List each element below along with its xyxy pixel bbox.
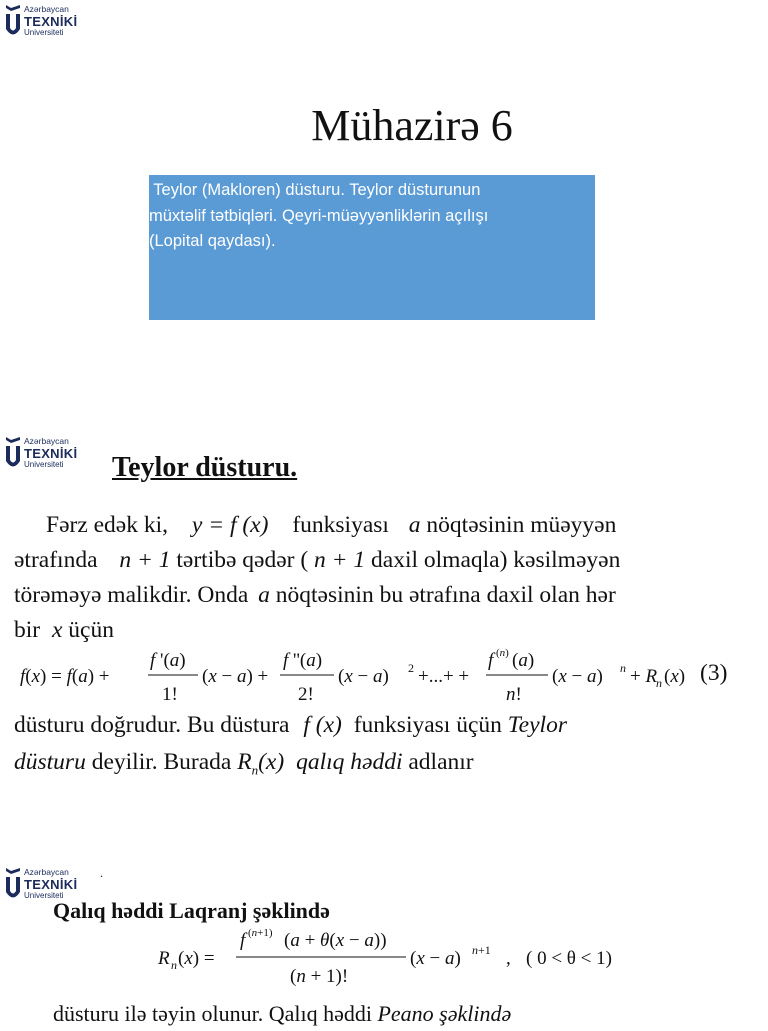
svg-text:f ''(a): f ''(a)	[283, 650, 323, 671]
svg-text:f: f	[488, 650, 494, 671]
slide-3	[0, 860, 768, 1024]
svg-text:(x − a): (x − a)	[552, 666, 603, 687]
section-heading: Qalıq həddi Laqranj şəklində	[53, 898, 330, 923]
paragraph-line-2	[14, 543, 736, 578]
u-logo-icon	[5, 5, 21, 39]
svg-text:n+1: n+1	[472, 943, 491, 957]
svg-text:(x − a): (x − a)	[338, 666, 389, 687]
text: üçün	[68, 617, 114, 643]
paragraph-line	[53, 996, 753, 1031]
math-x: x	[51, 617, 63, 643]
math-y-eq-fx: y = f (x)	[191, 512, 269, 538]
svg-text:R: R	[158, 948, 170, 969]
text-italic: qalıq həddi	[296, 749, 403, 775]
lagrange-formula	[0, 924, 768, 994]
text: daxil olmaqla) kəsilməyən	[371, 547, 621, 573]
svg-text:f '(a): f '(a)	[150, 650, 186, 671]
lecture-title: Mühazirə 6	[311, 101, 513, 150]
formula-number: (3)	[700, 660, 728, 686]
svg-text:(n + 1)!: (n + 1)!	[290, 966, 349, 987]
text-italic: Teylor	[507, 712, 567, 738]
text: funksiyası üçün	[353, 712, 502, 738]
slide-2	[0, 430, 768, 830]
svg-text:n!: n!	[506, 684, 522, 705]
svg-text:(x − a): (x − a)	[410, 948, 461, 969]
text: Fərz edək ki,	[46, 512, 169, 538]
svg-text:(x): (x)	[664, 666, 686, 687]
svg-text:2: 2	[408, 661, 414, 675]
university-logo	[5, 437, 77, 471]
math-a: a	[408, 512, 421, 538]
u-logo-icon	[5, 868, 21, 902]
section-heading: Teylor düsturu.	[112, 452, 298, 483]
text: nöqtəsinin müəyyən	[426, 512, 617, 538]
math-R: R	[237, 749, 252, 775]
logo-line-2: TEXNİKİ	[24, 445, 78, 461]
topic-box	[149, 175, 595, 320]
logo-line-3: Universiteti	[24, 890, 64, 900]
text-italic: Peano şəklində	[377, 1001, 512, 1026]
svg-text:,: ,	[506, 948, 511, 969]
topic-line-3: (Lopital qaydası).	[149, 232, 276, 250]
svg-text:n: n	[620, 661, 626, 675]
paragraph-line-4	[14, 613, 114, 648]
topic-line-1: Teylor (Makloren) düsturu. Teylor düsturunun	[149, 181, 481, 199]
math-n-plus-1: n + 1	[119, 547, 171, 573]
text: düsturu doğrudur. Bu düstura	[14, 712, 290, 738]
university-logo	[5, 5, 77, 39]
text: funksiyası	[292, 512, 389, 538]
topic-line-2: müxtəlif tətbiqləri. Qeyri-müəyyənliklərin açılışı	[149, 206, 489, 225]
text: törəməyə malikdir. Onda	[14, 582, 249, 608]
text: ətrafında	[14, 547, 98, 573]
math-a: a	[258, 582, 270, 608]
svg-text:f(x) = f(a) +: f(x) = f(a) +	[20, 666, 110, 687]
logo-line-3: Universiteti	[24, 459, 64, 469]
paragraph-line-5	[14, 708, 754, 743]
lecture-title-wrap	[0, 100, 768, 151]
logo-line-3: Universiteti	[24, 27, 64, 37]
slide-1	[0, 0, 768, 400]
text: bir	[14, 617, 41, 643]
text-italic: düsturu	[14, 749, 86, 775]
svg-text:(n): (n)	[496, 647, 509, 659]
svg-text:2!: 2!	[298, 684, 314, 705]
math-n-plus-1: n + 1	[314, 547, 366, 573]
text: tərtibə qədər (	[176, 547, 309, 573]
logo-line-1: Azərbaycan	[24, 436, 69, 446]
svg-text:n: n	[656, 676, 662, 690]
svg-text:1!: 1!	[162, 684, 178, 705]
svg-text:(a): (a)	[512, 650, 535, 671]
text: nöqtəsinin bu ətrafına daxil olan hər	[275, 582, 616, 608]
paragraph-line-1	[46, 508, 736, 543]
svg-text:f: f	[240, 930, 246, 951]
u-logo-icon	[5, 437, 21, 471]
svg-text:(x) =: (x) =	[178, 948, 215, 969]
text: adlanır	[408, 749, 474, 775]
logo-line-2: TEXNİKİ	[24, 13, 78, 29]
svg-text:(a + θ(x − a)): (a + θ(x − a))	[284, 930, 387, 951]
svg-text:+ R: + R	[630, 666, 658, 687]
university-logo	[5, 868, 77, 902]
theta-condition: ( 0 < θ < 1)	[526, 948, 612, 969]
logo-line-1: Azərbaycan	[24, 867, 69, 877]
math-fx: f (x)	[303, 712, 342, 738]
paragraph-line-6	[14, 745, 754, 788]
svg-text:(n+1): (n+1)	[248, 927, 273, 939]
svg-text:(x − a) +: (x − a) +	[202, 666, 269, 687]
taylor-formula	[0, 644, 768, 714]
logo-line-2: TEXNİKİ	[24, 876, 78, 892]
math-R-subscript: n	[251, 762, 259, 778]
paragraph-line-3	[14, 578, 754, 613]
svg-text:n: n	[171, 958, 177, 972]
svg-text:+...+ +: +...+ +	[418, 666, 470, 687]
logo-line-1: Azərbaycan	[24, 4, 69, 14]
dot-mark: .	[100, 866, 103, 880]
text: düsturu ilə təyin olunur. Qalıq həddi	[53, 1001, 372, 1026]
math-x-paren: (x)	[258, 749, 285, 775]
text: deyilir. Burada	[91, 749, 232, 775]
